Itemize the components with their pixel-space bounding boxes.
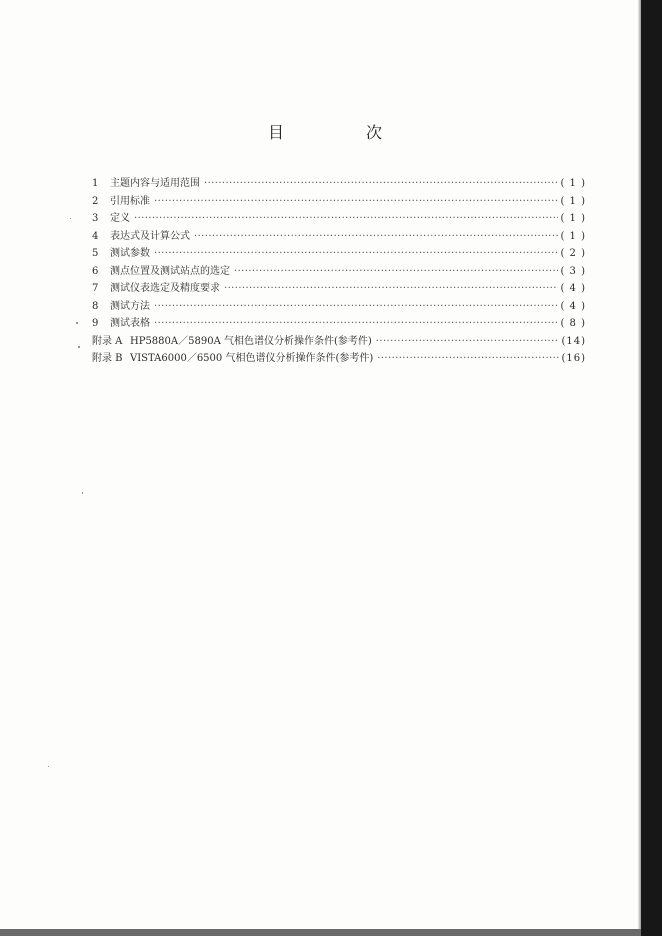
toc-entry-label: 测试参数 — [110, 248, 150, 259]
toc-entry[interactable] — [92, 298, 586, 316]
toc-entry-page: ( 3 ) — [560, 265, 586, 277]
toc-entry[interactable] — [92, 193, 586, 211]
toc-entry-label: VISTA6000／6500 气相色谱仪分析操作条件(参考件) — [130, 353, 374, 364]
scan-edge-bottom — [0, 929, 641, 936]
toc-appendix-entry[interactable] — [92, 333, 586, 351]
toc-entry[interactable] — [92, 315, 586, 333]
toc-entry-page: ( 1 ) — [560, 178, 586, 189]
toc-entry[interactable] — [92, 280, 586, 298]
toc-leader-dots — [134, 210, 558, 228]
toc-entry-number: 6 — [92, 265, 99, 277]
toc-entry[interactable] — [92, 228, 586, 246]
toc-entry-label: 引用标准 — [110, 195, 150, 207]
toc-leader-dots — [224, 280, 558, 298]
toc-entry-number: 3 — [92, 213, 99, 224]
toc-entry-page: (14) — [561, 335, 586, 347]
toc-entry-number: 5 — [92, 248, 99, 259]
toc-leader-dots — [154, 245, 558, 263]
toc-leader-dots — [154, 298, 558, 316]
toc-leader-dots — [194, 228, 558, 246]
scan-speck — [48, 766, 49, 767]
table-of-contents — [92, 175, 586, 368]
toc-entry-page: ( 8 ) — [560, 318, 586, 329]
toc-entry-number: 8 — [92, 300, 99, 312]
toc-entry-number: 7 — [92, 283, 99, 294]
toc-entry-label: 测试表格 — [110, 318, 150, 329]
toc-entry-label: 测点位置及测试站点的选定 — [110, 265, 230, 277]
toc-appendix-prefix: 附录 B — [92, 353, 123, 364]
scan-speck — [82, 492, 83, 494]
toc-leader-dots — [154, 193, 558, 211]
toc-entry-label: 定义 — [110, 213, 130, 224]
toc-entry[interactable] — [92, 245, 586, 263]
toc-leader-dots — [154, 315, 558, 333]
scan-speck — [76, 322, 78, 324]
toc-entry-page: ( 2 ) — [560, 248, 586, 259]
toc-entry-number: 2 — [92, 195, 99, 207]
toc-entry[interactable] — [92, 263, 586, 281]
toc-entry-page: ( 4 ) — [560, 283, 586, 294]
toc-entry-label: 测试方法 — [110, 300, 150, 312]
toc-appendix-prefix: 附录 A — [92, 335, 123, 347]
toc-entry-page: ( 4 ) — [560, 300, 586, 312]
toc-entry-number: 1 — [92, 178, 99, 189]
page-title: 目 次 — [267, 123, 415, 142]
toc-appendix-entry[interactable] — [92, 350, 586, 368]
toc-entry-label: HP5880A／5890A 气相色谱仪分析操作条件(参考件) — [130, 335, 372, 347]
scan-speck — [78, 346, 80, 348]
scan-speck — [70, 218, 71, 219]
toc-entry-page: ( 1 ) — [560, 195, 586, 207]
toc-entry[interactable] — [92, 175, 586, 193]
toc-entry-label: 测试仪表选定及精度要求 — [110, 283, 220, 294]
toc-leader-dots — [204, 175, 558, 193]
toc-entry-page: ( 1 ) — [560, 230, 586, 242]
toc-entry-page: (16) — [561, 353, 586, 364]
toc-leader-dots — [376, 333, 560, 351]
toc-entry-page: ( 1 ) — [560, 213, 586, 224]
toc-entry-number: 4 — [92, 230, 99, 242]
toc-entry-label: 表达式及计算公式 — [110, 230, 190, 242]
toc-leader-dots — [377, 350, 559, 368]
toc-entry-label: 主题内容与适用范围 — [110, 178, 200, 189]
toc-leader-dots — [234, 263, 558, 281]
toc-entry[interactable] — [92, 210, 586, 228]
toc-entry-number: 9 — [92, 318, 99, 329]
